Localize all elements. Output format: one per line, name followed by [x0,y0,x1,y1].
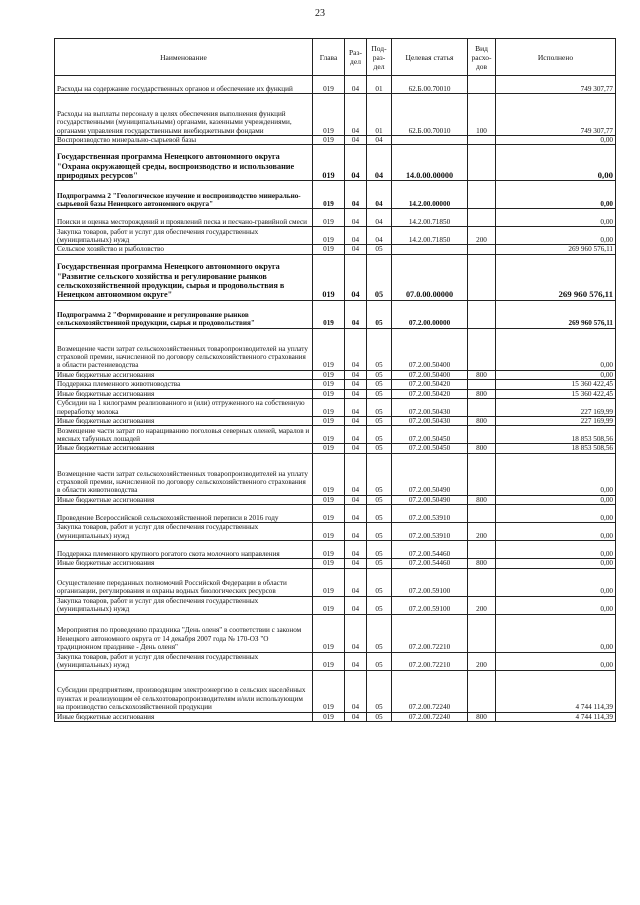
row-executed: 0,00 [496,596,616,614]
row-subsection: 05 [367,300,392,328]
row-subsection: 04 [367,136,392,145]
row-target: 14.0.00.00000 [392,145,468,181]
row-name: Иные бюджетные ассигнования [55,559,313,568]
row-executed: 0,00 [496,181,616,209]
table-row [55,181,616,209]
row-target: 07.0.00.00000 [392,254,468,300]
row-target: 14.2.00.71850 [392,209,468,227]
table-row [55,136,616,145]
row-target: 07.2.00.59100 [392,568,468,596]
header-executed: Исполнено [496,39,616,76]
row-target: 07.2.00.59100 [392,596,468,614]
table-row [55,453,616,495]
row-executed: 269 960 576,11 [496,300,616,328]
row-section: 04 [345,596,367,614]
row-target: 07.2.00.50450 [392,426,468,444]
row-section: 04 [345,444,367,453]
row-chapter: 019 [313,389,345,398]
row-name: Государственная программа Ненецкого автономного округа "Охрана окружающей среды, воспроизводство и использование природных ресурсов" [55,145,313,181]
table-row [55,652,616,670]
row-target: 07.2.00.50420 [392,389,468,398]
row-executed: 4 744 114,39 [496,670,616,712]
row-target: 07.2.00.00000 [392,300,468,328]
row-chapter: 019 [313,370,345,379]
header-name: Наименование [55,39,313,76]
row-executed: 269 960 576,11 [496,245,616,254]
row-executed: 0,00 [496,568,616,596]
header-expense-type: Вид расхо-дов [468,39,496,76]
row-chapter: 019 [313,495,345,504]
row-name: Возмещение части затрат сельскохозяйственных товаропроизводителей на уплату страховой премии, начисленной по договору сельскохозяйственного страхования в области животноводства [55,453,313,495]
row-expense-type [468,209,496,227]
row-expense-type [468,328,496,370]
row-target: 07.2.00.50400 [392,370,468,379]
row-name: Субсидии на 1 килограмм реализованного и (или) отгруженного на собственную переработку молока [55,399,313,417]
row-expense-type [468,145,496,181]
row-target: 07.2.00.72210 [392,614,468,652]
row-target [392,245,468,254]
row-chapter: 019 [313,76,345,94]
row-chapter: 019 [313,614,345,652]
table-row [55,495,616,504]
row-executed: 227 169,99 [496,417,616,426]
row-expense-type [468,426,496,444]
row-expense-type: 800 [468,370,496,379]
row-chapter: 019 [313,670,345,712]
row-target: 07.2.00.50430 [392,399,468,417]
row-subsection: 05 [367,380,392,389]
row-name: Закупка товаров, работ и услуг для обеспечения государственных (муниципальных) нужд [55,227,313,245]
row-chapter: 019 [313,181,345,209]
row-expense-type: 800 [468,712,496,721]
row-executed: 0,00 [496,136,616,145]
row-executed: 4 744 114,39 [496,712,616,721]
row-chapter: 019 [313,559,345,568]
row-chapter: 019 [313,444,345,453]
row-name: Осуществление переданных полномочий Российской Федерации в области организации, регулирования и охраны водных биологических ресурсов [55,568,313,596]
row-name: Сельское хозяйство и рыболовство [55,245,313,254]
table-row [55,300,616,328]
row-target: 07.2.00.53910 [392,523,468,541]
row-name: Субсидии предприятиям, производящим электроэнергию в сельских населённых пунктах и реализующим её сельхозтоваропроизводителям и/или использующим на производство сельскохозяйственной продукции [55,670,313,712]
row-chapter: 019 [313,541,345,559]
table-row [55,559,616,568]
row-subsection: 05 [367,245,392,254]
row-section: 04 [345,568,367,596]
row-section: 04 [345,523,367,541]
row-expense-type: 800 [468,389,496,398]
table-row [55,596,616,614]
row-chapter: 019 [313,300,345,328]
table-row [55,389,616,398]
row-section: 04 [345,399,367,417]
row-executed: 15 360 422,45 [496,380,616,389]
row-executed: 0,00 [496,145,616,181]
row-subsection: 05 [367,505,392,523]
row-chapter: 019 [313,209,345,227]
row-subsection: 05 [367,670,392,712]
row-section: 04 [345,209,367,227]
row-target: 07.2.00.72240 [392,670,468,712]
row-expense-type [468,76,496,94]
row-executed: 0,00 [496,614,616,652]
row-target: 62.Б.00.70010 [392,76,468,94]
row-target: 07.2.00.50490 [392,453,468,495]
row-executed: 0,00 [496,453,616,495]
row-expense-type [468,300,496,328]
row-target: 07.2.00.50490 [392,495,468,504]
row-chapter: 019 [313,145,345,181]
table-row [55,370,616,379]
row-executed: 0,00 [496,209,616,227]
row-name: Расходы на выплаты персоналу в целях обеспечения выполнения функций государственными (муниципальными) органами, казенными учреждениями, органами управления государственными внебюджетными фондами [55,94,313,136]
row-target: 14.2.00.00000 [392,181,468,209]
row-expense-type [468,136,496,145]
table-header-row [55,39,616,76]
row-expense-type: 800 [468,559,496,568]
row-name: Закупка товаров, работ и услуг для обеспечения государственных (муниципальных) нужд [55,652,313,670]
row-section: 04 [345,76,367,94]
table-row [55,94,616,136]
table-row [55,227,616,245]
row-executed: 749 307,77 [496,76,616,94]
row-executed: 0,00 [496,541,616,559]
row-section: 04 [345,453,367,495]
row-executed: 0,00 [496,523,616,541]
row-executed: 0,00 [496,505,616,523]
row-chapter: 019 [313,399,345,417]
row-name: Поиски и оценка месторождений и проявлений песка и песчано-гравийной смеси [55,209,313,227]
row-chapter: 019 [313,417,345,426]
row-subsection: 05 [367,614,392,652]
row-subsection: 05 [367,541,392,559]
table-row [55,254,616,300]
row-executed: 0,00 [496,495,616,504]
row-chapter: 019 [313,568,345,596]
row-expense-type: 800 [468,444,496,453]
row-subsection: 05 [367,417,392,426]
row-executed: 18 853 508,56 [496,426,616,444]
row-chapter: 019 [313,245,345,254]
row-section: 04 [345,541,367,559]
row-section: 04 [345,227,367,245]
row-target: 07.2.00.53910 [392,505,468,523]
row-chapter: 019 [313,523,345,541]
row-expense-type [468,568,496,596]
row-expense-type [468,245,496,254]
row-chapter: 019 [313,328,345,370]
row-target: 14.2.00.71850 [392,227,468,245]
table-row [55,541,616,559]
row-section: 04 [345,417,367,426]
row-executed: 0,00 [496,328,616,370]
row-expense-type: 200 [468,523,496,541]
row-expense-type [468,541,496,559]
row-section: 04 [345,254,367,300]
header-target: Целевая статья [392,39,468,76]
table-row [55,426,616,444]
table-row [55,380,616,389]
row-target: 07.2.00.50400 [392,328,468,370]
row-expense-type: 800 [468,495,496,504]
row-subsection: 05 [367,652,392,670]
row-expense-type: 800 [468,417,496,426]
row-chapter: 019 [313,254,345,300]
row-section: 04 [345,426,367,444]
row-section: 04 [345,495,367,504]
row-executed: 227 169,99 [496,399,616,417]
row-section: 04 [345,181,367,209]
row-target [392,136,468,145]
row-section: 04 [345,245,367,254]
table-body [55,76,616,722]
row-subsection: 05 [367,426,392,444]
row-subsection: 01 [367,94,392,136]
header-subsection: Под-раз-дел [367,39,392,76]
row-chapter: 019 [313,94,345,136]
row-section: 04 [345,670,367,712]
row-expense-type: 200 [468,596,496,614]
row-name: Расходы на содержание государственных органов и обеспечение их функций [55,76,313,94]
row-target: 07.2.00.54460 [392,559,468,568]
row-chapter: 019 [313,505,345,523]
row-expense-type [468,614,496,652]
table-row [55,399,616,417]
table-row [55,245,616,254]
row-name: Поддержка племенного животноводства [55,380,313,389]
row-expense-type: 100 [468,94,496,136]
page-number: 23 [315,8,325,19]
row-chapter: 019 [313,136,345,145]
row-subsection: 05 [367,596,392,614]
row-expense-type [468,380,496,389]
row-target: 07.2.00.54460 [392,541,468,559]
row-executed: 0,00 [496,227,616,245]
row-section: 04 [345,559,367,568]
table-row [55,444,616,453]
header-chapter: Глава [313,39,345,76]
row-chapter: 019 [313,596,345,614]
row-name: Иные бюджетные ассигнования [55,417,313,426]
row-executed: 269 960 576,11 [496,254,616,300]
row-subsection: 05 [367,399,392,417]
row-section: 04 [345,614,367,652]
header-section: Раз-дел [345,39,367,76]
row-section: 04 [345,145,367,181]
table-row [55,614,616,652]
row-target: 07.2.00.50450 [392,444,468,453]
row-name: Воспроизводство минерально-сырьевой базы [55,136,313,145]
row-subsection: 05 [367,444,392,453]
row-chapter: 019 [313,712,345,721]
row-name: Иные бюджетные ассигнования [55,389,313,398]
row-subsection: 05 [367,559,392,568]
table-row [55,568,616,596]
row-name: Иные бюджетные ассигнования [55,444,313,453]
row-executed: 749 307,77 [496,94,616,136]
row-name: Поддержка племенного крупного рогатого скота молочного направления [55,541,313,559]
row-section: 04 [345,300,367,328]
row-subsection: 05 [367,254,392,300]
row-name: Иные бюджетные ассигнования [55,495,313,504]
row-subsection: 05 [367,568,392,596]
row-expense-type [468,181,496,209]
row-section: 04 [345,136,367,145]
row-expense-type [468,399,496,417]
row-section: 04 [345,94,367,136]
row-target: 62.Б.00.70010 [392,94,468,136]
row-target: 07.2.00.50420 [392,380,468,389]
row-chapter: 019 [313,652,345,670]
row-expense-type [468,670,496,712]
row-name: Подпрограмма 2 "Формирование и регулирование рынков сельскохозяйственной продукции, сырья и продовольствия" [55,300,313,328]
row-name: Закупка товаров, работ и услуг для обеспечения государственных (муниципальных) нужд [55,523,313,541]
row-section: 04 [345,505,367,523]
row-executed: 0,00 [496,370,616,379]
row-subsection: 05 [367,453,392,495]
row-executed: 18 853 508,56 [496,444,616,453]
table-row [55,505,616,523]
table-row [55,523,616,541]
row-name: Подпрограмма 2 "Геологическое изучение и воспроизводство минерально-сырьевой базы Ненецкого автономного округа" [55,181,313,209]
row-section: 04 [345,328,367,370]
row-subsection: 05 [367,370,392,379]
budget-table [54,38,616,722]
table-row [55,76,616,94]
table-row [55,670,616,712]
row-name: Возмещение части затрат по наращиванию поголовья северных оленей, маралов и мясных табунных лошадей [55,426,313,444]
row-expense-type [468,453,496,495]
row-section: 04 [345,712,367,721]
row-name: Иные бюджетные ассигнования [55,370,313,379]
row-subsection: 04 [367,227,392,245]
row-section: 04 [345,389,367,398]
row-subsection: 05 [367,712,392,721]
row-target: 07.2.00.72240 [392,712,468,721]
table-row [55,209,616,227]
row-target: 07.2.00.50430 [392,417,468,426]
row-chapter: 019 [313,453,345,495]
row-name: Закупка товаров, работ и услуг для обеспечения государственных (муниципальных) нужд [55,596,313,614]
row-section: 04 [345,380,367,389]
row-subsection: 05 [367,328,392,370]
row-name: Иные бюджетные ассигнования [55,712,313,721]
row-chapter: 019 [313,227,345,245]
row-name: Проведение Всероссийской сельскохозяйственной переписи в 2016 году [55,505,313,523]
row-chapter: 019 [313,426,345,444]
row-subsection: 04 [367,209,392,227]
row-section: 04 [345,652,367,670]
row-name: Мероприятия по проведению праздника "День оленя" в соответствии с законом Ненецкого автономного округа от 14 декабря 2007 года № 170-ОЗ "О традиционном празднике - День оленя" [55,614,313,652]
row-name: Возмещение части затрат сельскохозяйственных товаропроизводителей на уплату страховой премии, начисленной по договору сельскохозяйственного страхования в области растениеводства [55,328,313,370]
row-subsection: 05 [367,523,392,541]
row-expense-type: 200 [468,227,496,245]
row-subsection: 04 [367,181,392,209]
row-executed: 0,00 [496,652,616,670]
row-executed: 0,00 [496,559,616,568]
row-name: Государственная программа Ненецкого автономного округа "Развитие сельского хозяйства и регулирование рынков сельскохозяйственной продукции, сырья и продовольствия в Ненецком автономном округе" [55,254,313,300]
row-chapter: 019 [313,380,345,389]
row-subsection: 05 [367,389,392,398]
row-subsection: 01 [367,76,392,94]
row-subsection: 04 [367,145,392,181]
table-row [55,417,616,426]
row-target: 07.2.00.72210 [392,652,468,670]
row-subsection: 05 [367,495,392,504]
table-row [55,712,616,721]
table-row [55,328,616,370]
table-row [55,145,616,181]
row-section: 04 [345,370,367,379]
row-expense-type [468,254,496,300]
row-expense-type: 200 [468,652,496,670]
row-executed: 15 360 422,45 [496,389,616,398]
row-expense-type [468,505,496,523]
